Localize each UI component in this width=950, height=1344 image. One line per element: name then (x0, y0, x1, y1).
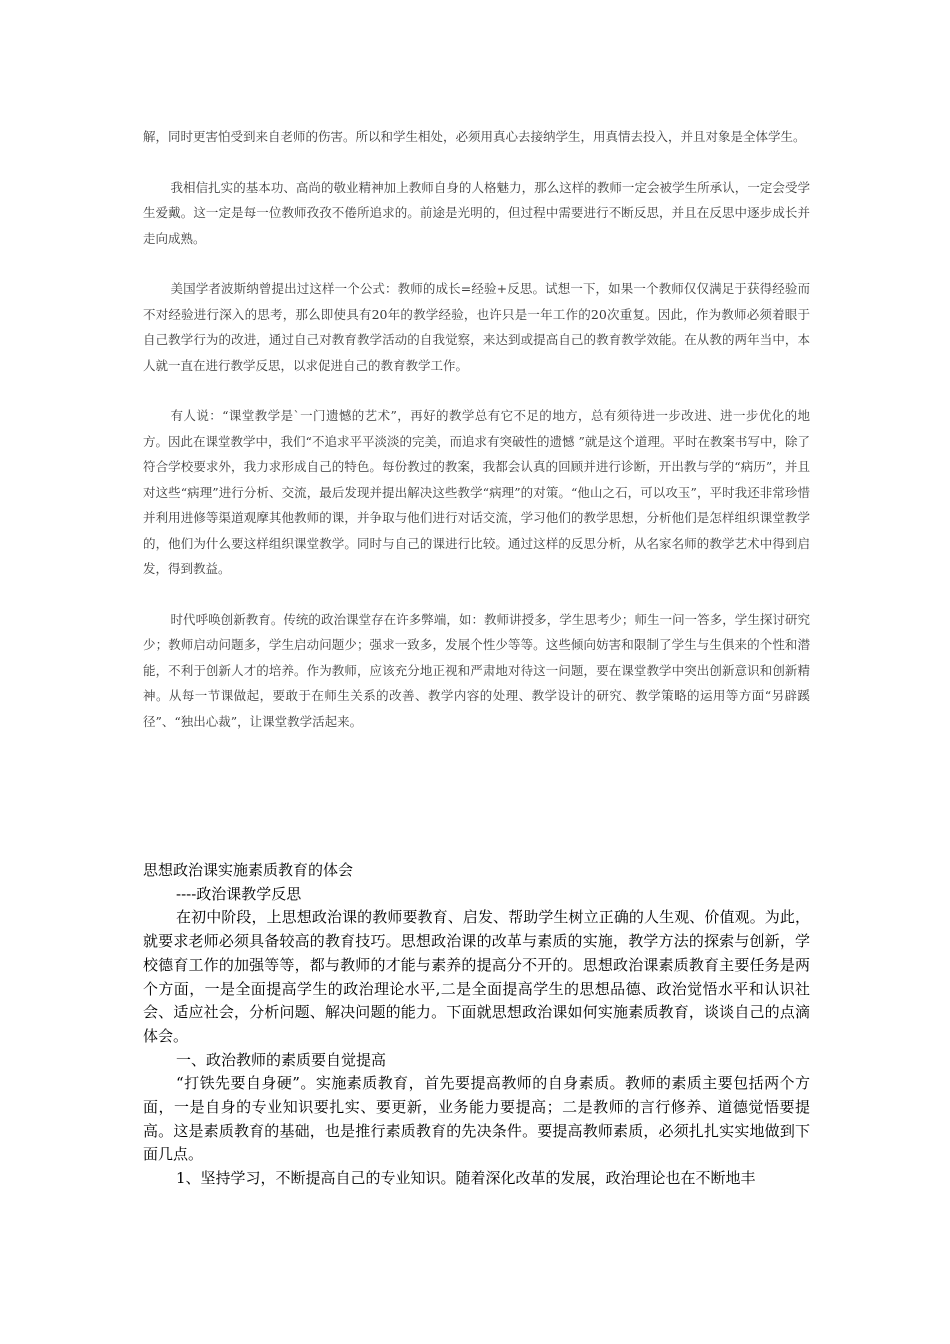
reflection-paragraph-5: 时代呼唤创新教育。传统的政治课堂存在许多弊端，如：教师讲授多，学生思考少；师生一问一答多，学生探讨研究少；教师启动问题多，学生启动问题少；强求一致多，发展个性少等等。这些倾向妨害和限制了学生与生俱来的个性和潜能，不利于创新人才的培养。作为教师，应该充分地正视和严肃地对待这一问题，要在课堂教学中突出创新意识和创新精神。从每一节课做起，要敢于在师生关系的改善、教学内容的处理、教学设计的研究、教学策略的运用等方面“另辟蹊径”、“独出心裁”，让课堂教学活起来。 (143, 611, 810, 729)
reflection-paragraph-1: 解，同时更害怕受到来自老师的伤害。所以和学生相处，必须用真心去接纳学生，用真情去投入，并且对象是全体学生。 (143, 129, 806, 144)
reflection-section (143, 124, 810, 759)
article-subtitle: ----政治课教学反思 (176, 884, 302, 903)
article-paragraph-3: 1、坚持学习，不断提高自己的专业知识。随着深化改革的发展，政治理论也在不断地丰 (176, 1169, 756, 1188)
article-heading-1: 一、政治教师的素质要自觉提高 (176, 1050, 387, 1069)
reflection-paragraph-4: 有人说：“课堂教学是`一门遗憾的艺术”，再好的教学总有它不足的地方，总有须待进一步改进、进一步优化的地方。因此在课堂教学中，我们“不追求平平淡淡的完美，而追求有突破性的遗憾 ”就是这个道理。平时在教案书写中，除了符合学校要求外，我力求形成自己的特色。每份教过的教案，我都会认真的回顾并进行诊断，开出教与学的“病历”，并且对这些“病理”进行分析、交流，最后发现并提出解决这些教学“病理”的对策。“他山之石，可以攻玉”，平时我还非常珍惜并利用进修等渠道观摩其他教师的课，并争取与他们进行对话交流，学习他们的教学思想，分析他们是怎样组织课堂教学的，他们为什么要这样组织课堂教学。同时与自己的课进行比较。通过这样的反思分析，从名家名师的教学艺术中得到启发，得到教益。 (143, 408, 810, 576)
reflection-paragraph-3: 美国学者波斯纳曾提出过这样一个公式：教师的成长=经验+反思。试想一下，如果一个教师仅仅满足于获得经验而不对经验进行深入的思考，那么即使具有20年的教学经验，也许只是一年工作的20次重复。因此，作为教师必须着眼于自己教学行为的改进，通过自己对教育教学活动的自我觉察，来达到或提高自己的教育教学效能。在从教的两年当中，本人就一直在进行教学反思，以求促进自己的教育教学工作。 (143, 281, 810, 373)
article-paragraph-1: 在初中阶段，上思想政治课的教师要教育、启发、帮助学生树立正确的人生观、价值观。为此，就要求老师必须具备较高的教育技巧。思想政治课的改革与素质的实施，教学方法的探索与创新，学校德育工作的加强等等，都与教师的才能与素养的提高分不开的。思想政治课素质教育主要任务是两个方面，一是全面提高学生的政治理论水平,二是全面提高学生的思想品德、政治觉悟水平和认识社会、适应社会，分析问题、解决问题的能力。下面就思想政治课如何实施素质教育，谈谈自己的点滴体会。 (143, 908, 810, 1045)
reflection-paragraph-2: 我相信扎实的基本功、高尚的敬业精神加上教师自身的人格魅力，那么这样的教师一定会被学生所承认，一定会受学生爱戴。这一定是每一位教师孜孜不倦所追求的。前途是光明的，但过程中需要进行不断反思，并且在反思中逐步成长并走向成熟。 (143, 179, 810, 246)
article-title: 思想政治课实施素质教育的体会 (143, 861, 354, 879)
article-section (143, 859, 810, 1191)
article-paragraph-2: “打铁先要自身硬”。实施素质教育，首先要提高教师的自身素质。教师的素质主要包括两个方面，一是自身的专业知识要扎实、要更新，业务能力要提高；二是教师的言行修养、道德觉悟要提高。这是素质教育的基础，也是推行素质教育的先决条件。要提高教师素质，必须扎扎实实地做到下面几点。 (143, 1074, 810, 1164)
